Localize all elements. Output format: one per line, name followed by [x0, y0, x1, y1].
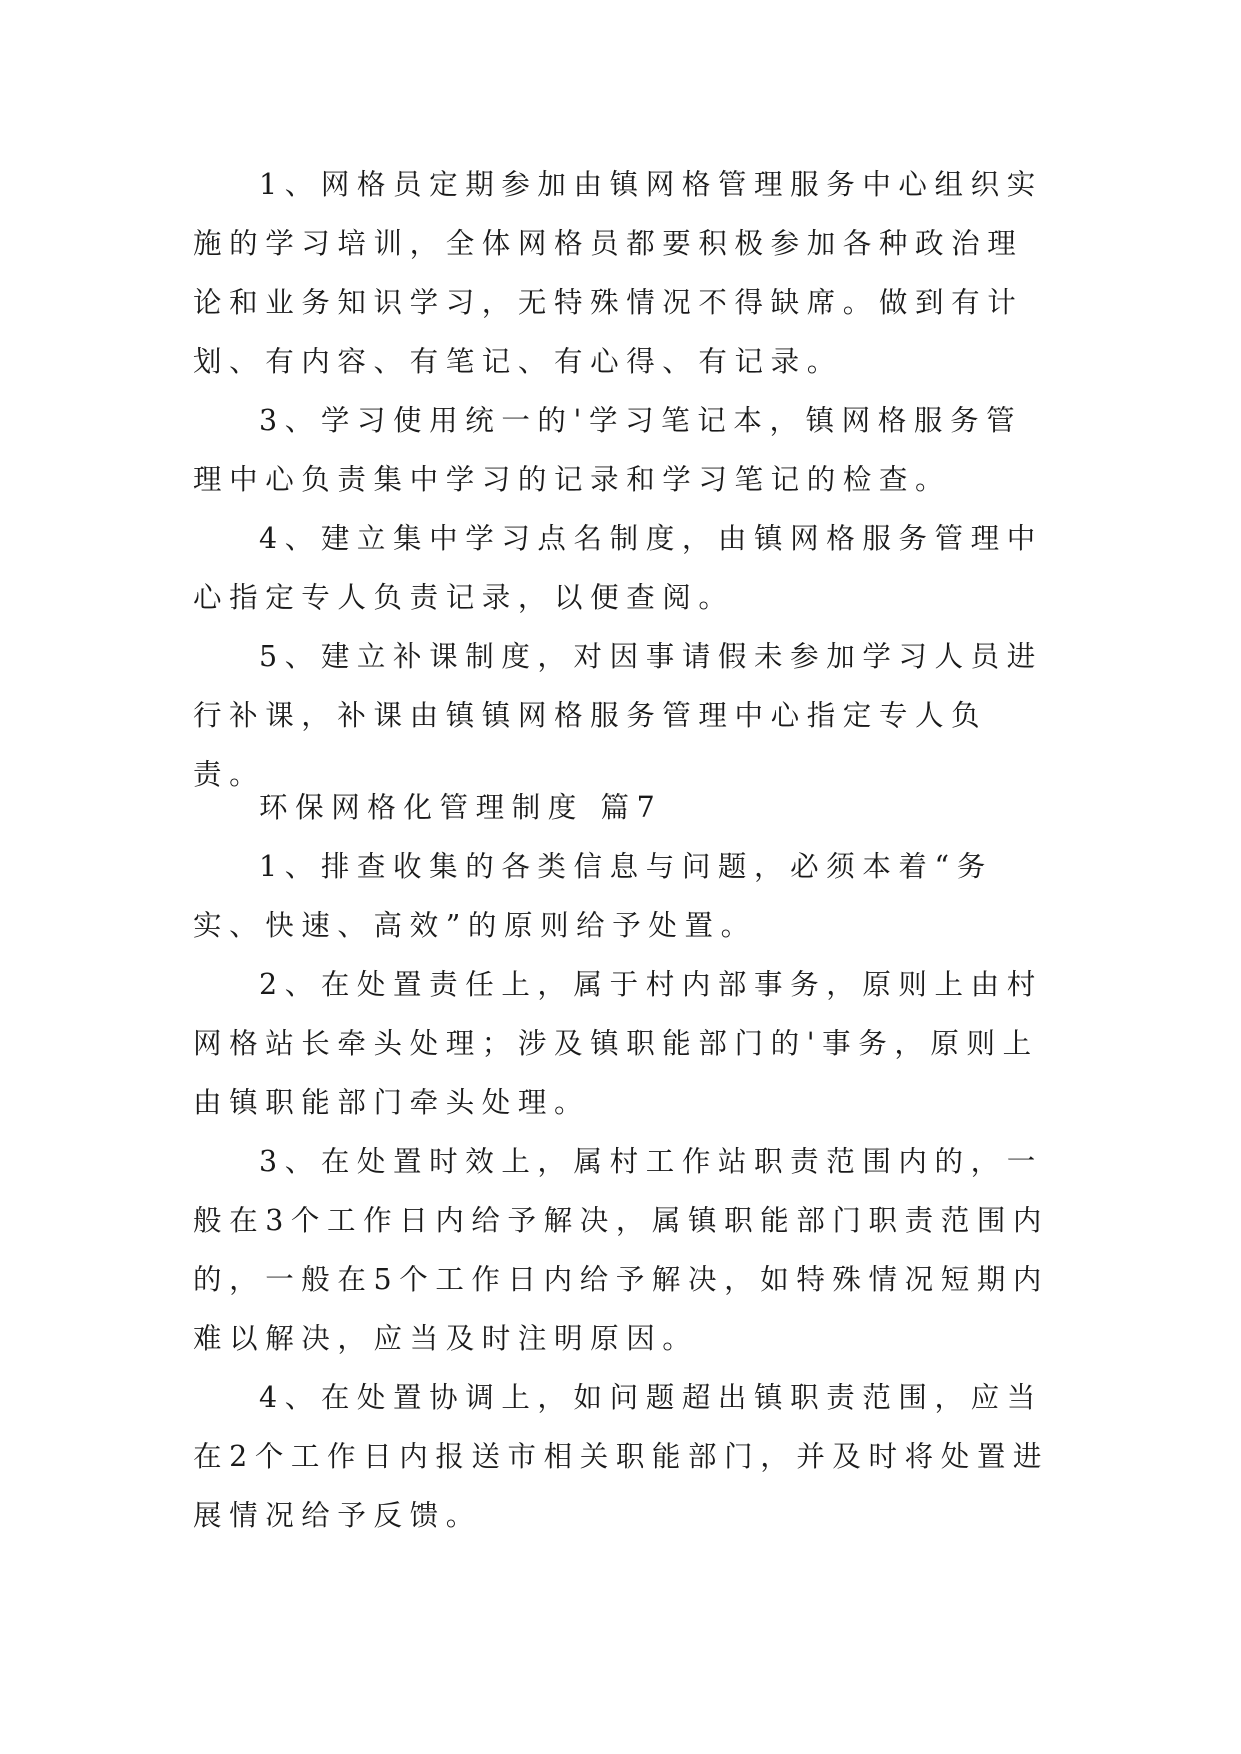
- section-heading: 环保网格化管理制度 篇7: [259, 791, 663, 824]
- paragraph-4: 4、建立集中学习点名制度，由镇网格服务管理中心指定专人负责记录，以便查阅。: [193, 522, 1043, 614]
- section-paragraph-1: 1、排查收集的各类信息与问题，必须本着“务实、快速、高效”的原则给予处置。: [193, 850, 993, 942]
- top-text-block: [193, 155, 1053, 804]
- section-paragraph-3: 3、在处置时效上，属村工作站职责范围内的，一般在3个工作日内给予解决，属镇职能部门职责范围内的，一般在5个工作日内给予解决，如特殊情况短期内难以解决，应当及时注明原因。: [193, 1145, 1050, 1355]
- section-paragraph-4: 4、在处置协调上，如问题超出镇职责范围，应当在2个工作日内报送市相关职能部门，并及时将处置进展情况给予反馈。: [193, 1381, 1050, 1532]
- section-7-block: [193, 778, 1053, 1545]
- paragraph-1: 1、网格员定期参加由镇网格管理服务中心组织实施的学习培训，全体网格员都要积极参加各种政治理论和业务知识学习，无特殊情况不得缺席。做到有计划、有内容、有笔记、有心得、有记录。: [193, 168, 1043, 378]
- section-paragraph-2: 2、在处置责任上，属于村内部事务，原则上由村网格站长牵头处理；涉及镇职能部门的'事务，原则上由镇职能部门牵头处理。: [193, 968, 1043, 1119]
- paragraph-5: 5、建立补课制度，对因事请假未参加学习人员进行补课，补课由镇镇网格服务管理中心指定专人负责。: [193, 640, 1043, 791]
- paragraph-3: 3、学习使用统一的'学习笔记本，镇网格服务管理中心负责集中学习的记录和学习笔记的检查。: [193, 404, 1023, 496]
